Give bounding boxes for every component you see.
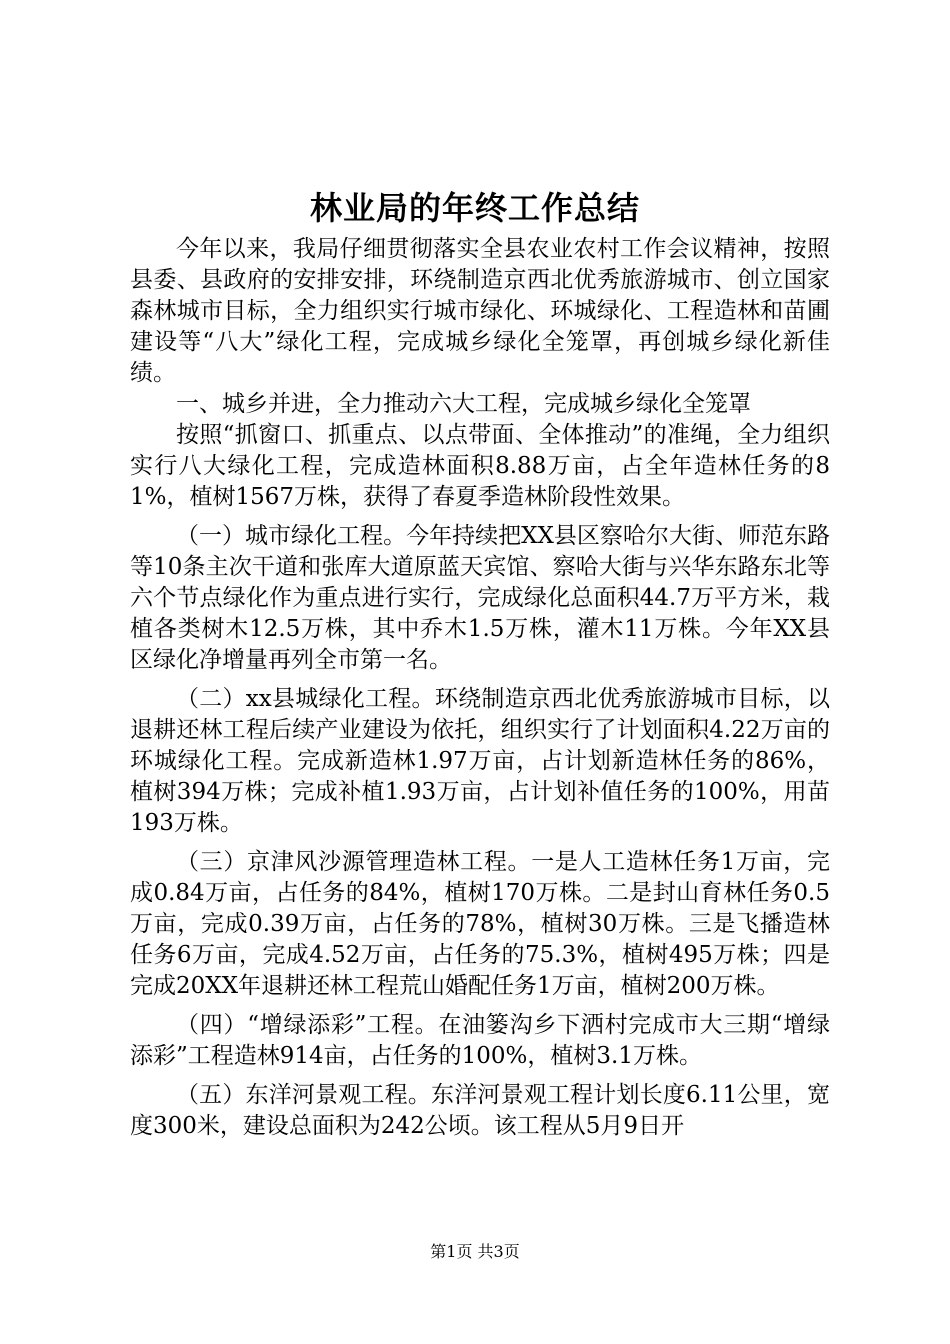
item-paragraph-1: （一）城市绿化工程。今年持续把XX县区察哈尔大街、师范东路等10条主次干道和张库大道原蓝天宾馆、察哈大街与兴华东路东北等六个节点绿化作为重点进行实行，完成绿化总面积44.7万平方米，栽植各类树木12.5万株，其中乔木1.5万株，灌木11万株。今年XX县区绿化净增量再列全市第一名。 <box>130 523 830 673</box>
document-title: 林业局的年终工作总结 <box>309 189 640 227</box>
item-paragraph-2: （二）xx县城绿化工程。环绕制造京西北优秀旅游城市目标，以退耕还林工程后续产业建设为依托，组织实行了计划面积4.22万亩的环城绿化工程。完成新造林1.97万亩，占计划新造林任务的86%，植树394万株；完成补植1.93万亩，占计划补值任务的100%，用苗193万株。 <box>130 686 830 836</box>
item-paragraph-4: （四）“增绿添彩”工程。在油篓沟乡下洒村完成市大三期“增绿添彩”工程造林914亩，占任务的100%，植树3.1万株。 <box>130 1012 830 1069</box>
intro-paragraph: 今年以来，我局仔细贯彻落实全县农业农村工作会议精神，按照县委、县政府的安排安排，环绕制造京西北优秀旅游城市、创立国家森林城市目标，全力组织实行城市绿化、环城绿化、工程造林和苗圃建设等“八大”绿化工程，完成城乡绿化全笼罩，再创城乡绿化新佳绩。 <box>130 236 830 386</box>
item-paragraph-5: （五）东洋河景观工程。东洋河景观工程计划长度6.11公里，宽度300米，建设总面积为242公顷。该工程从5月9日开 <box>130 1082 830 1139</box>
summary-paragraph: 按照“抓窗口、抓重点、以点带面、全体推动”的准绳，全力组织实行八大绿化工程，完成造林面积8.88万亩，占全年造林任务的81%，植树1567万株，获得了春夏季造林阶段性效果。 <box>130 422 830 510</box>
document-body <box>130 234 830 1142</box>
page-footer: 第1页 共3页 <box>430 1242 520 1261</box>
section-heading: 一、城乡并进，全力推动六大工程，完成城乡绿化全笼罩 <box>176 391 751 417</box>
item-paragraph-3: （三）京津风沙源管理造林工程。一是人工造林任务1万亩，完成0.84万亩，占任务的84%，植树170万株。二是封山育林任务0.5万亩，完成0.39万亩，占任务的78%，植树30万株。三是飞播造林任务6万亩，完成4.52万亩，占任务的75.3%，植树495万株；四是完成20XX年退耕还林工程荒山婚配任务1万亩，植树200万株。 <box>130 849 830 999</box>
